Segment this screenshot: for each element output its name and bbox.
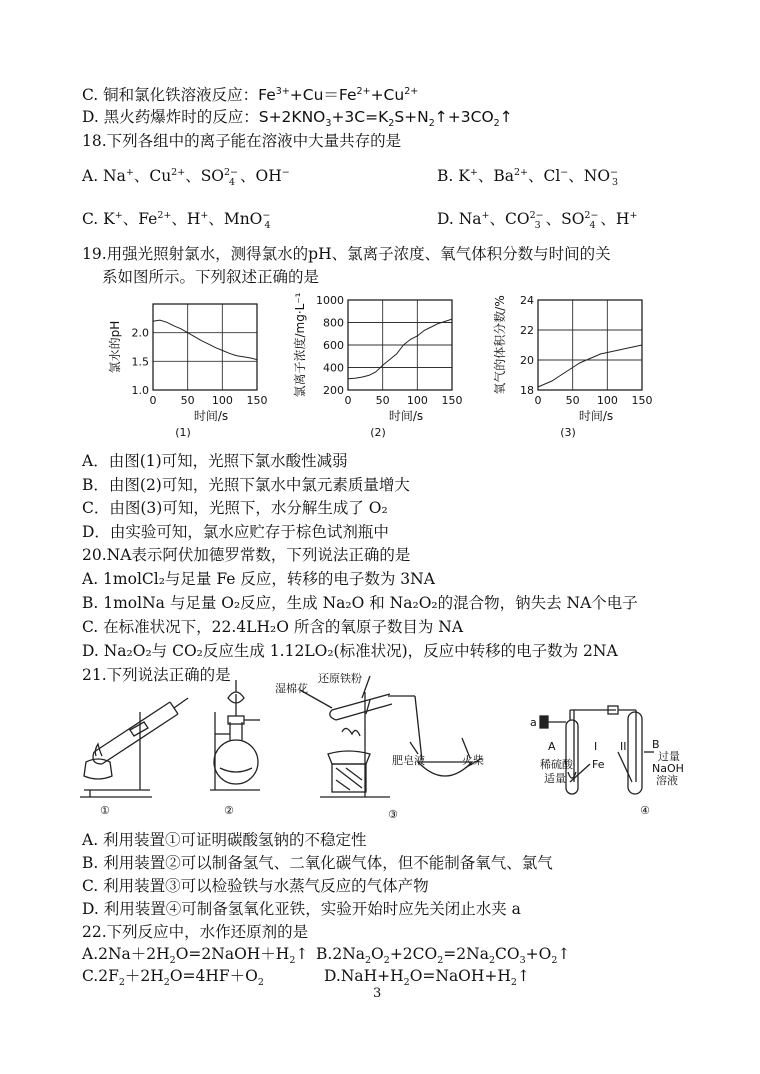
chart-3-caption: (3) [560, 426, 576, 439]
q19-option-d: D．由实验可知，氯水应贮存于棕色试剂瓶中 [82, 523, 389, 541]
label-apparatus-2: ② [224, 804, 234, 817]
chart-1-ytick-label: 2.0 [131, 326, 149, 340]
chart-3-xlabel: 时间/s [578, 409, 614, 423]
chart-2-xtick-label: 100 [406, 394, 428, 407]
chart-1-frame [153, 304, 257, 390]
q22-option-a: $A.2Na+2H_2O=2NaOH+H_2↑$ [82, 945, 309, 967]
chart-2-xtick-label: 50 [375, 394, 390, 407]
q19-stem-line2: 系如图所示。下列叙述正确的是 [102, 268, 320, 286]
chart-2-xtick-label: 150 [441, 394, 463, 407]
q20-option-a: A. 1molCl₂与足量 Fe 反应，转移的电子数为 3NA [82, 570, 435, 588]
q18-option-b: B. K+、$Ba^{2+}$、Cl−、$NO^-_3$ [437, 166, 619, 189]
chart-1 [105, 296, 280, 446]
chart-2-ylabel: 氯离子浓度/mg·L⁻¹ [293, 292, 307, 398]
chart-2-ytick-label: 1000 [316, 294, 344, 307]
chart-1-series-line [153, 320, 257, 360]
chart-3-ytick-label: 24 [520, 294, 534, 307]
q20-option-c: C. 在标准状况下，22.4LH₂O 所含的氧原子数目为 NA [82, 618, 464, 636]
q21-option-c: C. 利用装置③可以检验铁与水蒸气反应的气体产物 [82, 877, 429, 895]
label-A: A [548, 740, 556, 753]
chart-1-caption: (1) [175, 426, 191, 439]
chart-3-series-line [538, 345, 642, 387]
q22-option-d: $D.NaH+H_2O=NaOH+H_2↑$ [324, 967, 530, 989]
q20-option-b: B. 1molNa 与足量 O₂反应，生成 Na₂O 和 Na₂O₂的混合物，钠失去 NA个电子 [82, 594, 638, 612]
label-naoh-solution: 溶液 [656, 774, 678, 787]
chart-3-xtick-label: 150 [631, 394, 653, 407]
label-B: B [652, 738, 660, 751]
chart-1-xtick-label: 50 [180, 394, 195, 407]
chart-1-xtick-label: 0 [149, 394, 157, 407]
page-number: 3 [373, 986, 382, 1001]
q18-option-c: C. K+、$Fe^{2+}$、H+、MnO−$_4$ [82, 209, 271, 232]
chart-2-caption: (2) [370, 426, 386, 439]
label-apparatus-3: ③ [388, 808, 398, 821]
label-naoh-excess: 过量 [658, 750, 680, 763]
chart-1-xtick-label: 150 [246, 394, 268, 407]
chart-3 [490, 286, 660, 446]
label-soap: 肥皂液 [392, 754, 425, 767]
q19-option-c: C．由图(3)可知，光照下，水分解生成了 O₂ [82, 499, 388, 517]
chart-3-plot [492, 294, 653, 439]
q19-stem-line1: 19.用强光照射氯水，测得氯水的pH、氯离子浓度、氧气体积分数与时间的关 [82, 245, 611, 263]
q17-option-c: C. 铜和氯化铁溶液反应：$Fe^{3+}+Cu=Fe^{2+}+Cu^{2+}$ [82, 85, 419, 104]
chart-3-ytick-label: 22 [520, 324, 534, 337]
label-apparatus-4: ④ [640, 804, 650, 817]
chart-2-ytick-label: 600 [323, 339, 344, 352]
q20-stem: 20.NA表示阿伏加德罗常数，下列说法正确的是 [82, 546, 411, 564]
label-a: a [530, 716, 537, 729]
chart-2-xtick-label: 0 [344, 394, 352, 407]
q21-option-b: B. 利用装置②可以制备氢气、二氧化碳气体，但不能制备氧气、氯气 [82, 854, 553, 872]
chart-2-xlabel: 时间/s [388, 409, 424, 423]
chart-3-ylabel: 氧气的体积分数/% [493, 295, 507, 395]
q17-option-d: D. 黑火药爆炸时的反应：$S+2KNO_3+3C=K_2S+N_2↑+3CO_2↑$ [82, 108, 513, 130]
chart-2-ytick-label: 800 [323, 316, 344, 330]
label-I: I [594, 740, 598, 753]
label-apparatus-1: ① [100, 804, 110, 817]
q19-option-b: B．由图(2)可知，光照下氯水中氯元素质量增大 [82, 476, 410, 494]
q20-option-d: D. Na₂O₂与 CO₂反应生成 1.12LO₂(标准状况)，反应中转移的电子数为 2NA [82, 642, 618, 660]
q19-option-a: A．由图(1)可知，光照下氯水酸性减弱 [82, 452, 348, 470]
chart-1-xlabel: 时间/s [193, 409, 229, 423]
chart-2-ytick-label: 200 [323, 384, 344, 397]
chart-3-frame [538, 300, 642, 390]
chart-1-ytick-label: 1.0 [131, 384, 149, 397]
chart-1-plot [107, 304, 268, 439]
q21-option-a: A. 利用装置①可证明碳酸氢钠的不稳定性 [82, 831, 367, 849]
chart-2 [290, 286, 475, 446]
chart-1-ytick-label: 1.5 [131, 355, 149, 369]
label-naoh: NaOH [652, 762, 684, 775]
chart-2-series-line [348, 319, 452, 379]
chart-3-xtick-label: 0 [534, 394, 542, 407]
chart-3-xtick-label: 50 [565, 394, 580, 407]
q22-option-b: $B.2Na_2O_2+2CO_2=2Na_2CO_3+O_2↑$ [316, 945, 571, 967]
chart-3-ytick-label: 20 [520, 354, 534, 367]
chart-1-ylabel: 氯水的pH [108, 320, 122, 374]
chart-2-ytick-label: 400 [323, 361, 344, 375]
label-dilute-acid-amount: 适量 [544, 772, 566, 785]
q18-option-a: A. Na+、$Cu^{2+}$、$SO^{2-}_4$ 、OH− [82, 166, 290, 189]
q21-stem: 21.下列说法正确的是 [82, 666, 231, 684]
label-iron-powder: 还原铁粉 [318, 672, 362, 685]
q21-option-d: D. 利用装置④可制备氢氧化亚铁，实验开始时应先关闭止水夹 a [82, 900, 521, 918]
label-match: 火柴 [462, 754, 484, 767]
chart-2-plot [292, 292, 463, 439]
apparatus-2-flask [210, 680, 260, 790]
chart-1-xtick-label: 100 [211, 394, 233, 407]
apparatus-1-heating-tube [80, 698, 188, 797]
q18-option-d: D. Na+、$CO^{2-}_3$ 、$SO^{2-}_4$ 、H+ [437, 209, 638, 232]
label-II: II [620, 740, 627, 753]
q22-option-c: $C.2F_2+2H_2O=4HF+O_2$ [82, 967, 264, 989]
chart-3-ytick-label: 18 [520, 384, 534, 397]
apparatus-figure [70, 672, 710, 822]
apparatus-3-iron-steam [300, 676, 482, 797]
label-fe: Fe [592, 758, 605, 771]
label-dilute-acid: 稀硫酸 [540, 758, 573, 771]
q18-stem: 18.下列各组中的离子能在溶液中大量共存的是 [82, 132, 402, 150]
q22-stem: 22.下列反应中，水作还原剂的是 [82, 923, 309, 941]
chart-3-xtick-label: 100 [596, 394, 618, 407]
label-wet-cotton: 湿棉花 [275, 682, 308, 695]
